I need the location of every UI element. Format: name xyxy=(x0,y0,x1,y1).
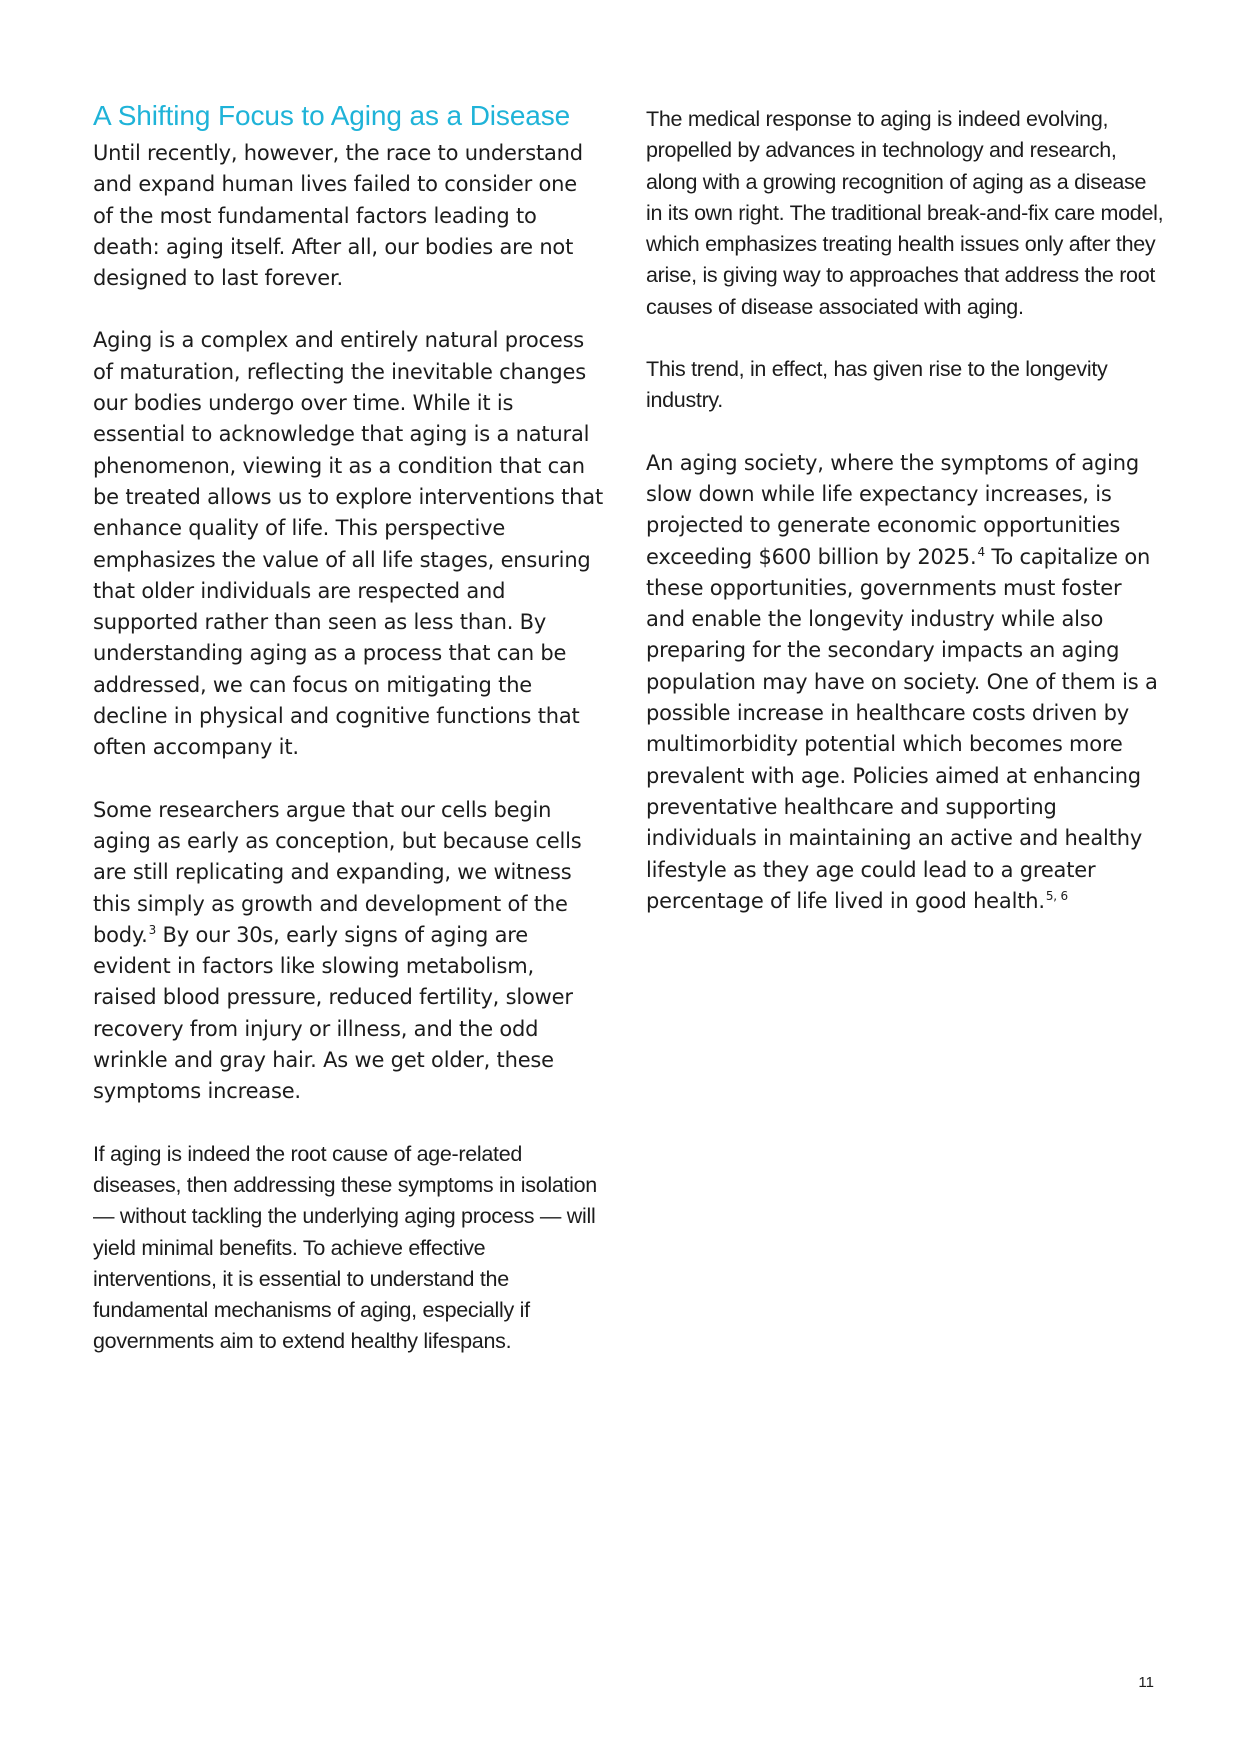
footnote-ref-5-6[interactable]: 5, 6 xyxy=(1045,888,1068,903)
footnote-ref-4[interactable]: 4 xyxy=(977,544,985,559)
right-paragraph-3 xyxy=(646,448,1166,917)
left-paragraph-3-part-b: By our 30s, early signs of aging are evident in factors like slowing metabolism, raised blood pressure, reduced fertility, slower recovery from injury or illness, and the odd wrinkle and gray hair. As we get older, these symptoms increase. xyxy=(93,922,573,1104)
left-paragraph-2: Aging is a complex and entirely natural process of maturation, reflecting the inevitable changes our bodies undergo over time. While it is essential to acknowledge that aging is a natural phenomenon, viewing it as a condition that can be treated allows us to explore interventions that enhance quality of life. This perspective emphasizes the value of all life stages, ensuring that older individuals are respected and supported rather than seen as less than. By understanding aging as a process that can be addressed, we can focus on mitigating the decline in physical and cognitive functions that often accompany it. xyxy=(93,328,603,760)
left-paragraph-1: Until recently, however, the race to understand and expand human lives failed to consider one of the most fundamental factors leading to death: aging itself. After all, our bodies are not designed to last forever. xyxy=(93,141,583,291)
left-paragraph-4: If aging is indeed the root cause of age-related diseases, then addressing these symptoms in isolation — without tackling the underlying aging process — will yield minimal benefits. To achieve effective interventions, it is essential to understand the fundamental mechanisms of aging, especially if governments aim to extend healthy lifespans. xyxy=(93,1141,597,1354)
section-heading: A Shifting Focus to Aging as a Disease xyxy=(93,100,571,131)
right-paragraph-3-part-b: To capitalize on these opportunities, governments must foster and enable the longevity industry while also preparing for the secondary impacts an aging population may have on society. One of them is a possible increase in healthcare costs driven by multimorbidity potential which becomes more prevalent with age. Policies aimed at enhancing preventative healthcare and supporting individuals in maintaining an active and healthy lifestyle as they age could lead to a greater percentage of life lived in good health. xyxy=(646,544,1158,913)
right-paragraph-1: The medical response to aging is indeed evolving, propelled by advances in technology and research, along with a growing recognition of aging as a disease in its own right. The traditional break-and-fix care model, which emphasizes treating health issues only after they arise, is giving way to approaches that address the root causes of disease associated with aging. xyxy=(646,107,1164,319)
left-column xyxy=(93,98,603,1389)
footnote-ref-3[interactable]: 3 xyxy=(148,922,157,937)
page-number: 11 xyxy=(1138,1674,1154,1691)
left-paragraph-3-part-a: Some researchers argue that our cells begin aging as early as conception, but because cells are still replicating and expanding, we witness this simply as growth and development of the body. xyxy=(93,797,582,947)
right-paragraph-2: This trend, in effect, has given rise to the longevity industry. xyxy=(646,357,1108,413)
right-paragraph-3-part-a: An aging society, where the symptoms of aging slow down while life expectancy increases, is projected to generate economic opportunities exceeding $600 billion by 2025. xyxy=(646,450,1140,569)
right-column xyxy=(646,104,1166,948)
left-paragraph-3 xyxy=(93,795,603,1108)
